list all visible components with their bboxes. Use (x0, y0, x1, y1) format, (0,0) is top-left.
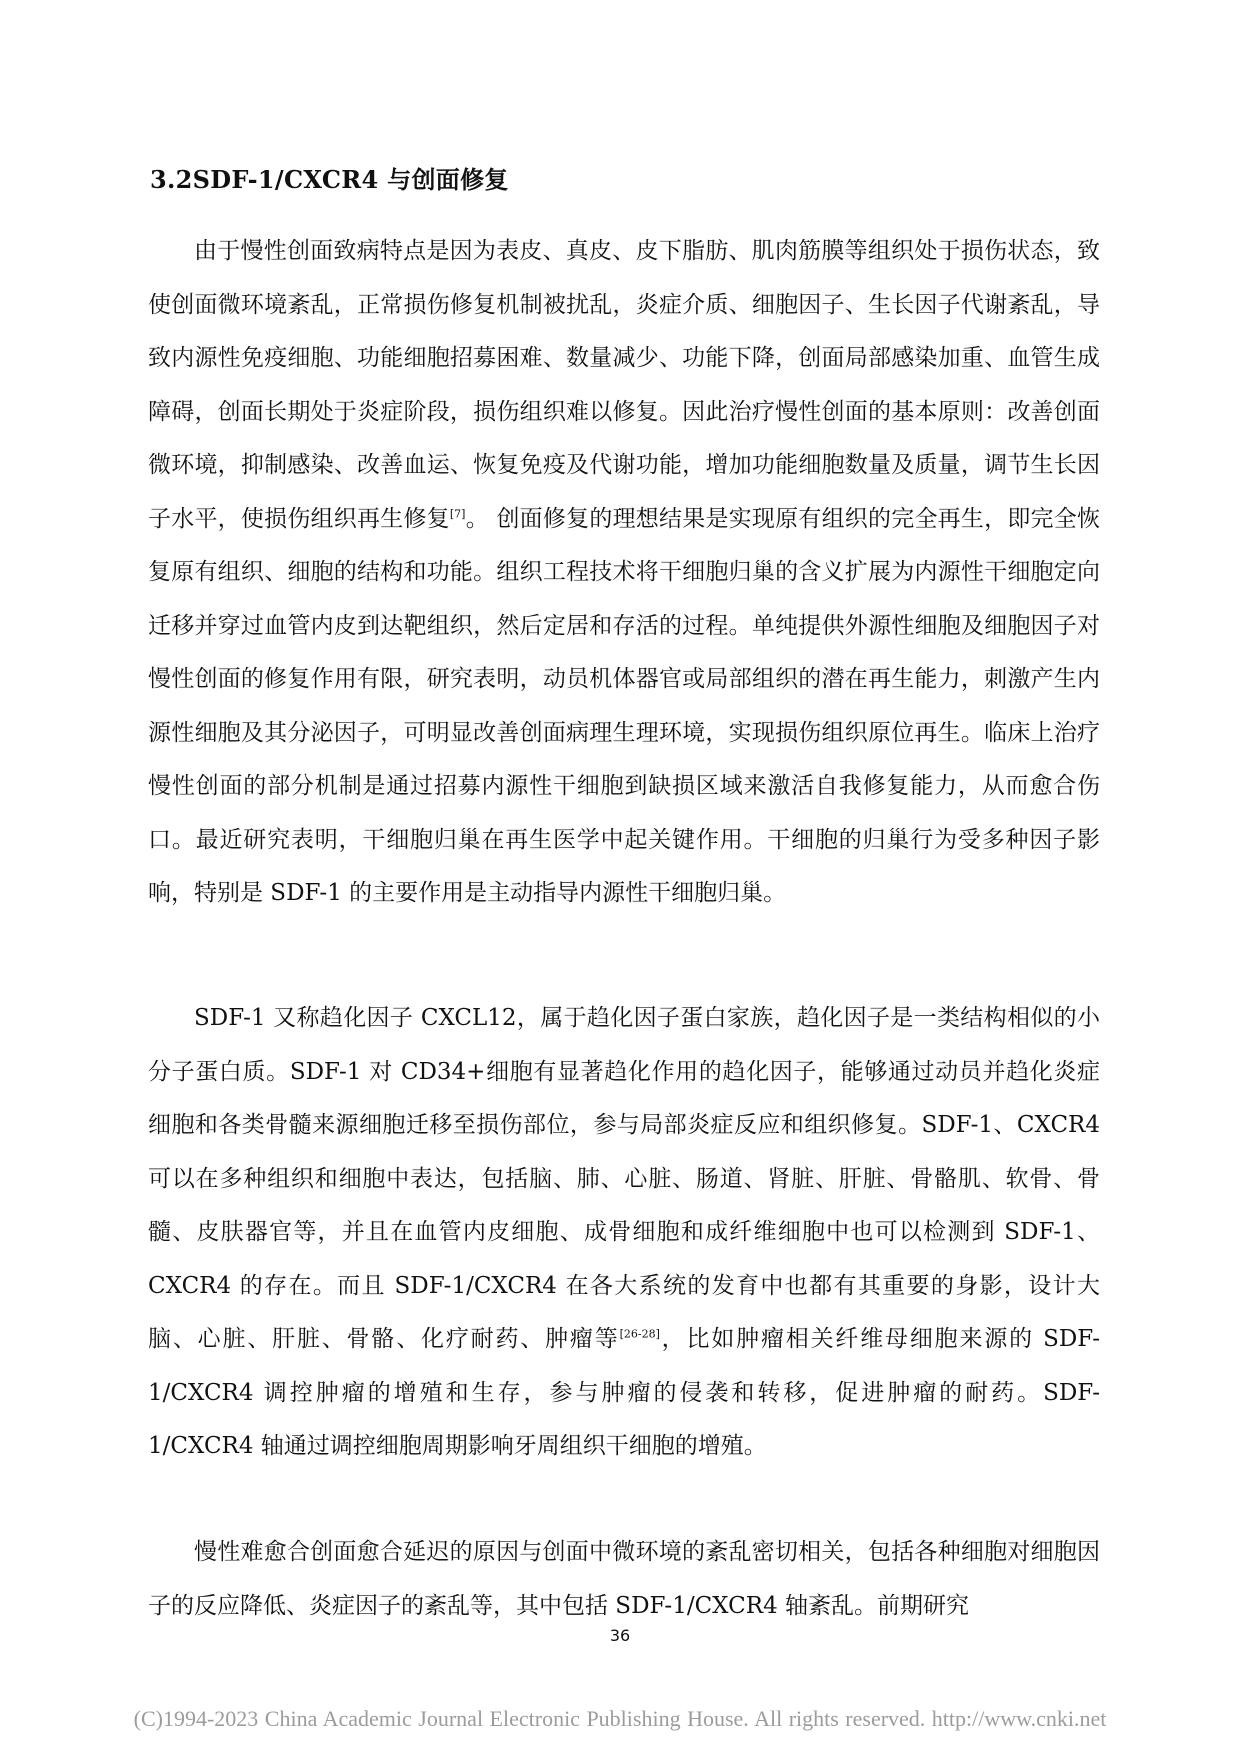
paragraph-1-text-a: 由于慢性创面致病特点是因为表皮、真皮、皮下脂肪、肌肉筋膜等组织处于损伤状态，致使创面微环境紊乱，正常损伤修复机制被扰乱，炎症介质、细胞因子、生长因子代谢紊乱，导致内源性免疫细胞、功能细胞招募困难、数量减少、功能下降，创面局部感染加重、血管生成障碍，创面长期处于炎症阶段，损伤组织难以修复。因此治疗慢性创面的基本原则：改善创面微环境，抑制感染、改善血运、恢复免疫及代谢功能，增加功能细胞数量及质量，调节生长因子水平，使损伤组织再生修复 (148, 238, 1100, 532)
citation-26-28: [26-28] (619, 1327, 660, 1341)
citation-7: [7] (449, 506, 466, 520)
paragraph-2 (148, 992, 1100, 1474)
paragraph-1-text-b: 。 创面修复的理想结果是实现原有组织的完全再生，即完全恢复原有组织、细胞的结构和功能。组织工程技术将干细胞归巢的含义扩展为内源性干细胞定向迁移并穿过血管内皮到达靶组织，然后定居和存活的过程。单纯提供外源性细胞及细胞因子对慢性创面的修复作用有限，研究表明，动员机体器官或局部组织的潜在再生能力，刺激产生内源性细胞及其分泌因子，可明显改善创面病理生理环境，实现损伤组织原位再生。临床上治疗慢性创面的部分机制是通过招募内源性干细胞到缺损区域来激活自我修复能力，从而愈合伤口。最近研究表明，干细胞归巢在再生医学中起关键作用。干细胞的归巢行为受多种因子影响，特别是 SDF-1 的主要作用是主动指导内源性干细胞归巢。 (148, 505, 1101, 906)
section-heading: 3.2SDF-1/CXCR4 与创面修复 (150, 165, 509, 194)
paragraph-3 (148, 1526, 1100, 1633)
paragraph-2-text-b: ，比如肿瘤相关纤维母细胞来源的 SDF-1/CXCR4 调控肿瘤的增殖和生存，参与肿瘤的侵袭和转移，促进肿瘤的耐药。SDF-1/CXCR4 轴通过调控细胞周期影响牙周组织干细胞的增殖。 (148, 1326, 1100, 1459)
paragraph-3-text: 慢性难愈合创面愈合延迟的原因与创面中微环境的紊乱密切相关，包括各种细胞对细胞因子的反应降低、炎症因子的紊乱等，其中包括 SDF-1/CXCR4 轴紊乱。前期研究 (148, 1539, 1100, 1619)
paragraph-1 (148, 225, 1100, 921)
page-number: 36 (609, 1626, 631, 1645)
paragraph-2-text-a: SDF-1 又称趋化因子 CXCL12，属于趋化因子蛋白家族，趋化因子是一类结构相似的小分子蛋白质。SDF-1 对 CD34+细胞有显著趋化作用的趋化因子，能够通过动员并趋化炎症细胞和各类骨髓来源细胞迁移至损伤部位，参与局部炎症反应和组织修复。SDF-1、CXCR4 可以在多种组织和细胞中表达，包括脑、肺、心脏、肠道、肾脏、肝脏、骨骼肌、软骨、骨髓、皮肤器官等，并且在血管内皮细胞、成骨细胞和成纤维细胞中也可以检测到 SDF-1、CXCR4 的存在。而且 SDF-1/CXCR4 在各大系统的发育中也都有其重要的身影，设计大脑、心脏、肝脏、骨骼、化疗耐药、肿瘤等 (148, 1005, 1100, 1352)
copyright-notice: (C)1994-2023 China Academic Journal Electronic Publishing House. All rights reserved. http://www.cnki.net (133, 1706, 1107, 1731)
